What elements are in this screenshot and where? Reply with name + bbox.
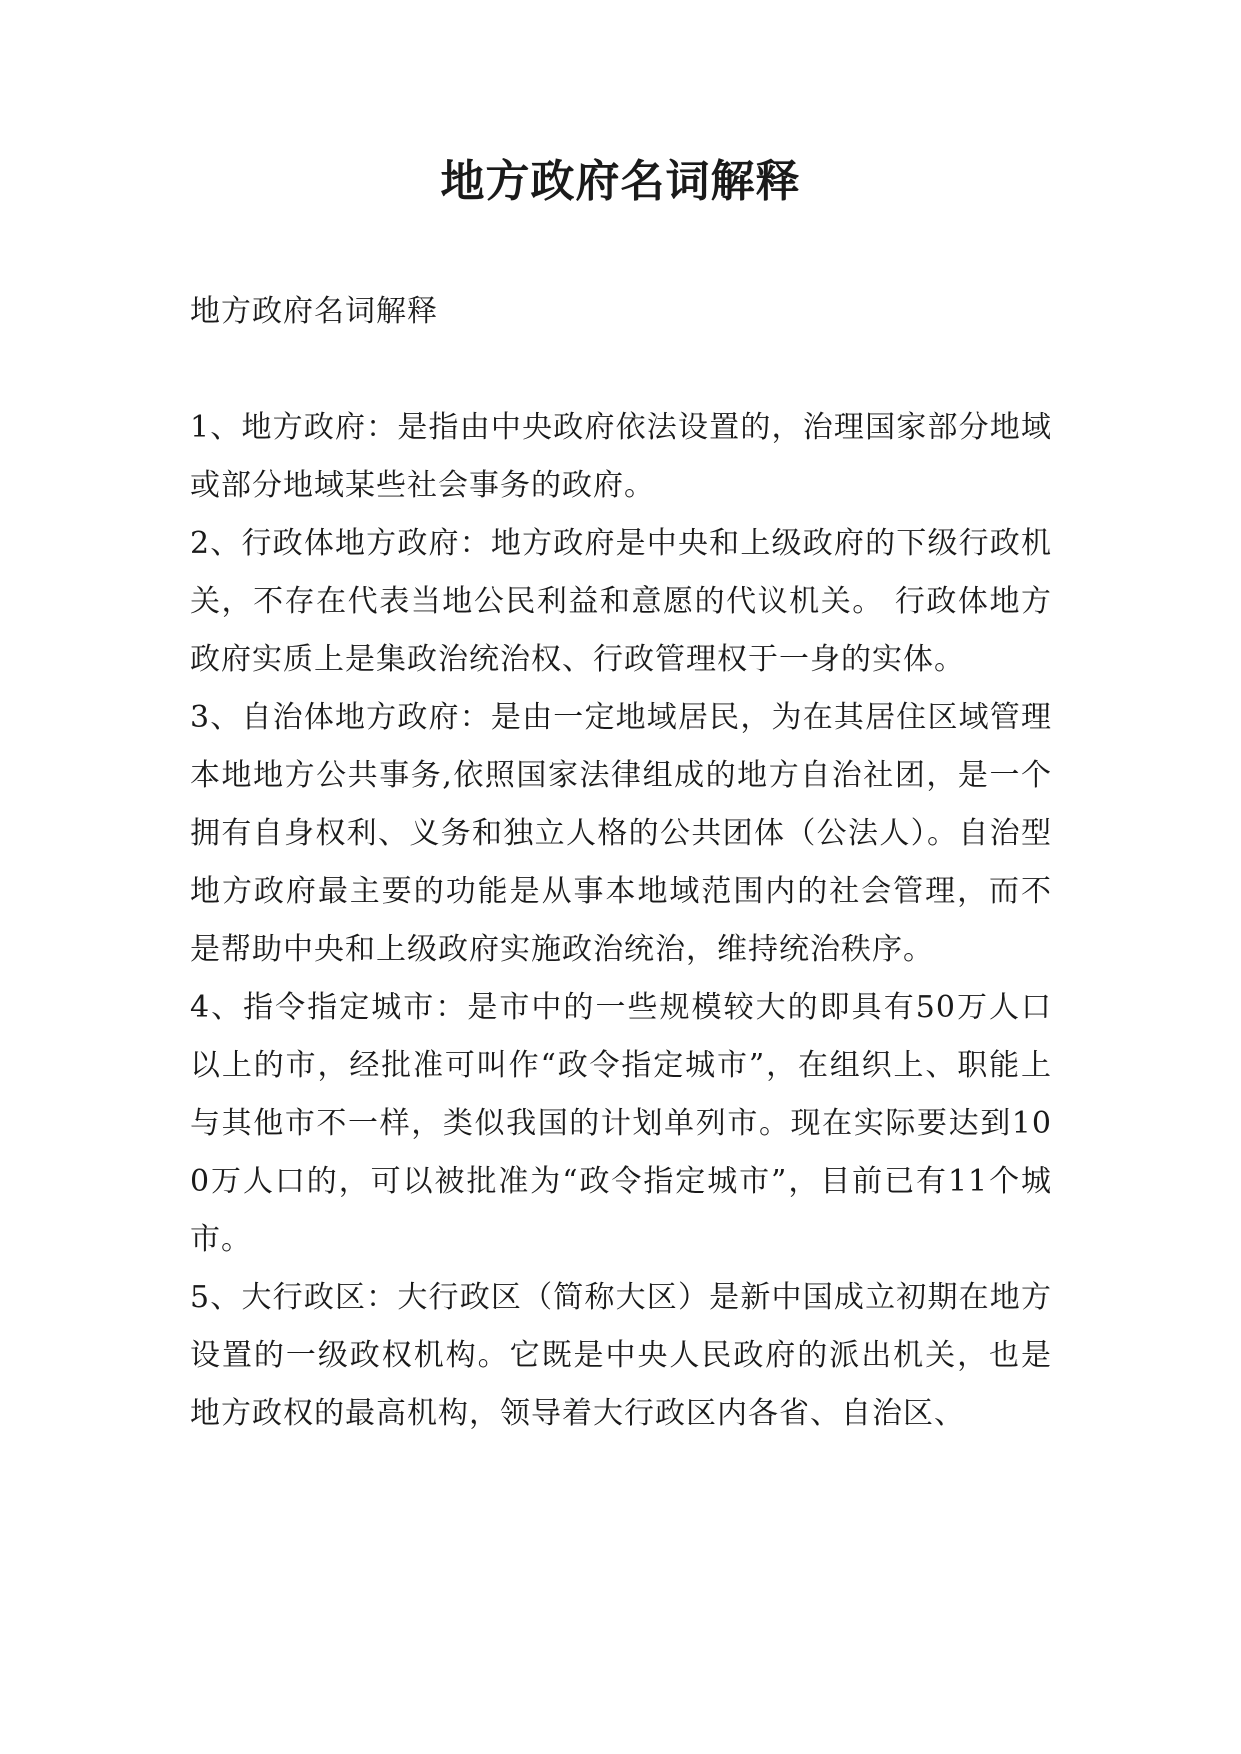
paragraph-local-government: 1、地方政府：是指由中央政府依法设置的，治理国家部分地域或部分地域某些社会事务的政府。 <box>190 410 1052 503</box>
paragraph-autonomous-local-government: 3、自治体地方政府：是由一定地域居民，为在其居住区域管理本地地方公共事务,依照国家法律组成的地方自治社团，是一个拥有自身权利、义务和独立人格的公共团体（公法人）。自治型地方政府最主要的功能是从事本地域范围内的社会管理，而不是帮助中央和上级政府实施政治统治，维持统治秩序。 <box>190 700 1052 967</box>
paragraph-designated-city: 4、指令指定城市：是市中的一些规模较大的即具有50万人口以上的市，经批准可叫作“政令指定城市”，在组织上、职能上与其他市不一样，类似我国的计划单列市。现在实际要达到100万人口的，可以被批准为“政令指定城市”，目前已有11个城市。 <box>190 990 1052 1257</box>
document-subtitle: 地方政府名词解释 <box>190 294 438 329</box>
paragraph-administrative-local-government: 2、行政体地方政府：地方政府是中央和上级政府的下级行政机关，不存在代表当地公民利益和意愿的代议机关。 行政体地方政府实质上是集政治统治权、行政管理权于一身的实体。 <box>190 526 1052 677</box>
paragraph-greater-administrative-region: 5、大行政区：大行政区（简称大区）是新中国成立初期在地方设置的一级政权机构。它既是中央人民政府的派出机关，也是地方政权的最高机构，领导着大行政区内各省、自治区、 <box>190 1280 1052 1431</box>
document-body <box>190 283 1052 1443</box>
document-title: 地方政府名词解释 <box>440 156 801 207</box>
